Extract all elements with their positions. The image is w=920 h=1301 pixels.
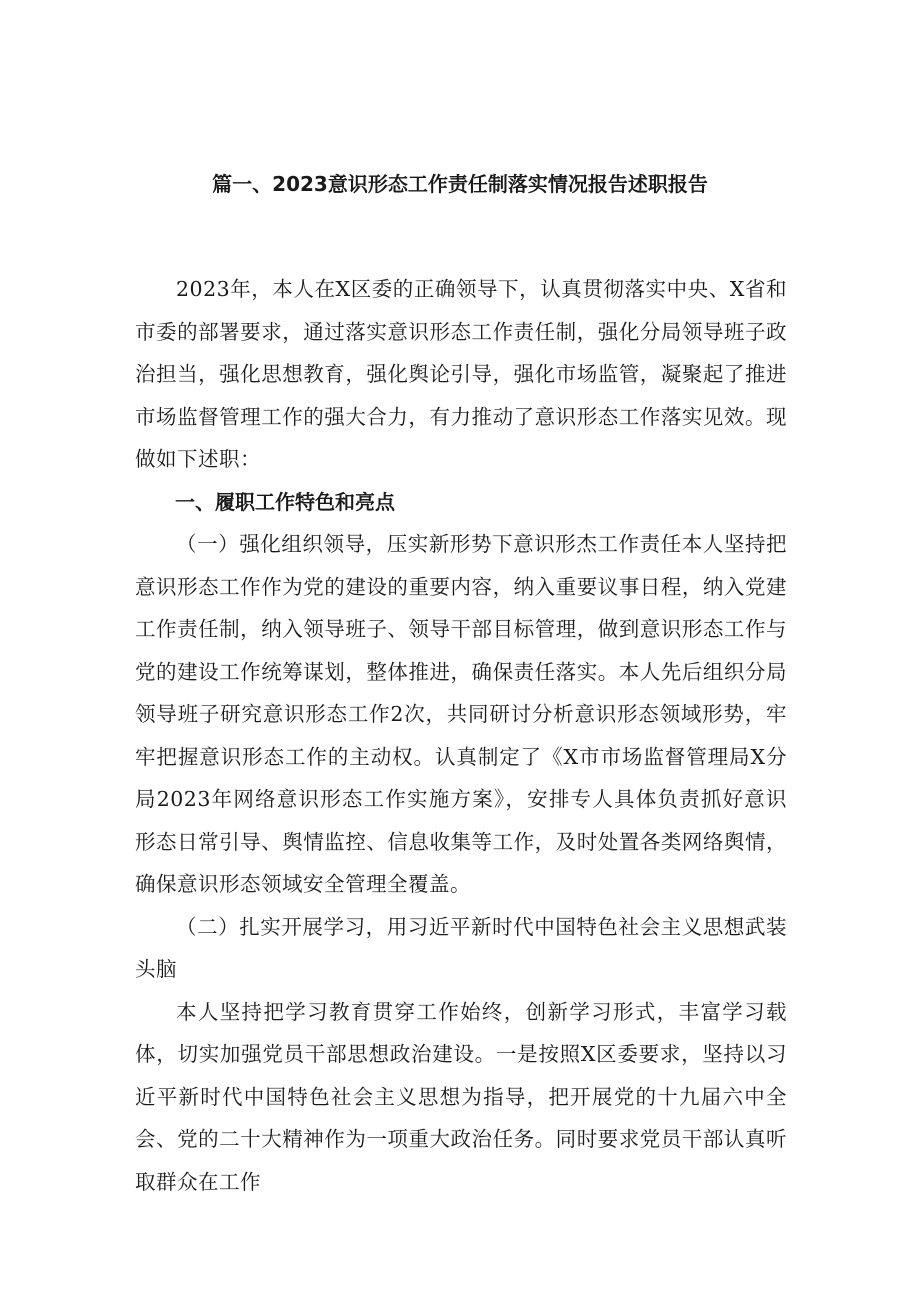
intro-paragraph: 2023年，本人在X区委的正确领导下，认真贯彻落实中央、X省和市委的部署要求，通过落实意识形态工作责任制，强化分局领导班子政治担当，强化思想教育，强化舆论引导，强化市场监管，凝聚起了推进市场监督管理工作的强大合力，有力推动了意识形态工作落实见效。现做如下述职： [135,277,787,471]
document-title: 篇一、2023意识形态工作责任制落实情况报告述职报告 [212,172,708,196]
section-heading: 一、履职工作特色和亮点 [175,489,395,514]
document-body [135,268,787,1203]
study-paragraph: 本人坚持把学习教育贯穿工作始终，创新学习形式，丰富学习载体，切实加强党员干部思想政治建设。一是按照X区委要求，坚持以习近平新时代中国特色社会主义思想为指导，把开展党的十九届六中全会、党的二十大精神作为一项重大政治任务。同时要求党员干部认真听取群众在工作 [135,999,787,1194]
subsection-one-paragraph: （一）强化组织领导，压实新形势下意识形杰工作责任本人坚持把意识形态工作作为党的建设的重要内容，纳入重要议事日程，纳入党建工作责任制，纳入领导班子、领导干部目标管理，做到意识形态工作与党的建设工作统筹谋划，整体推进，确保责任落实。本人先后组织分局领导班子研究意识形态工作2次，共同研讨分析意识形态领域形势，牢牢把握意识形态工作的主动权。认真制定了《X市市场监督管理局X分局2023年网络意识形态工作实施方案》，安排专人具体负责抓好意识形态日常引导、舆情监控、信息收集等工作，及时处置各类网络舆情，确保意识形态领域安全管理全覆盖。 [135,532,787,896]
subsection-two-heading: （二）扎实开展学习，用习近平新时代中国特色社会主义思想武装头脑 [135,914,787,981]
